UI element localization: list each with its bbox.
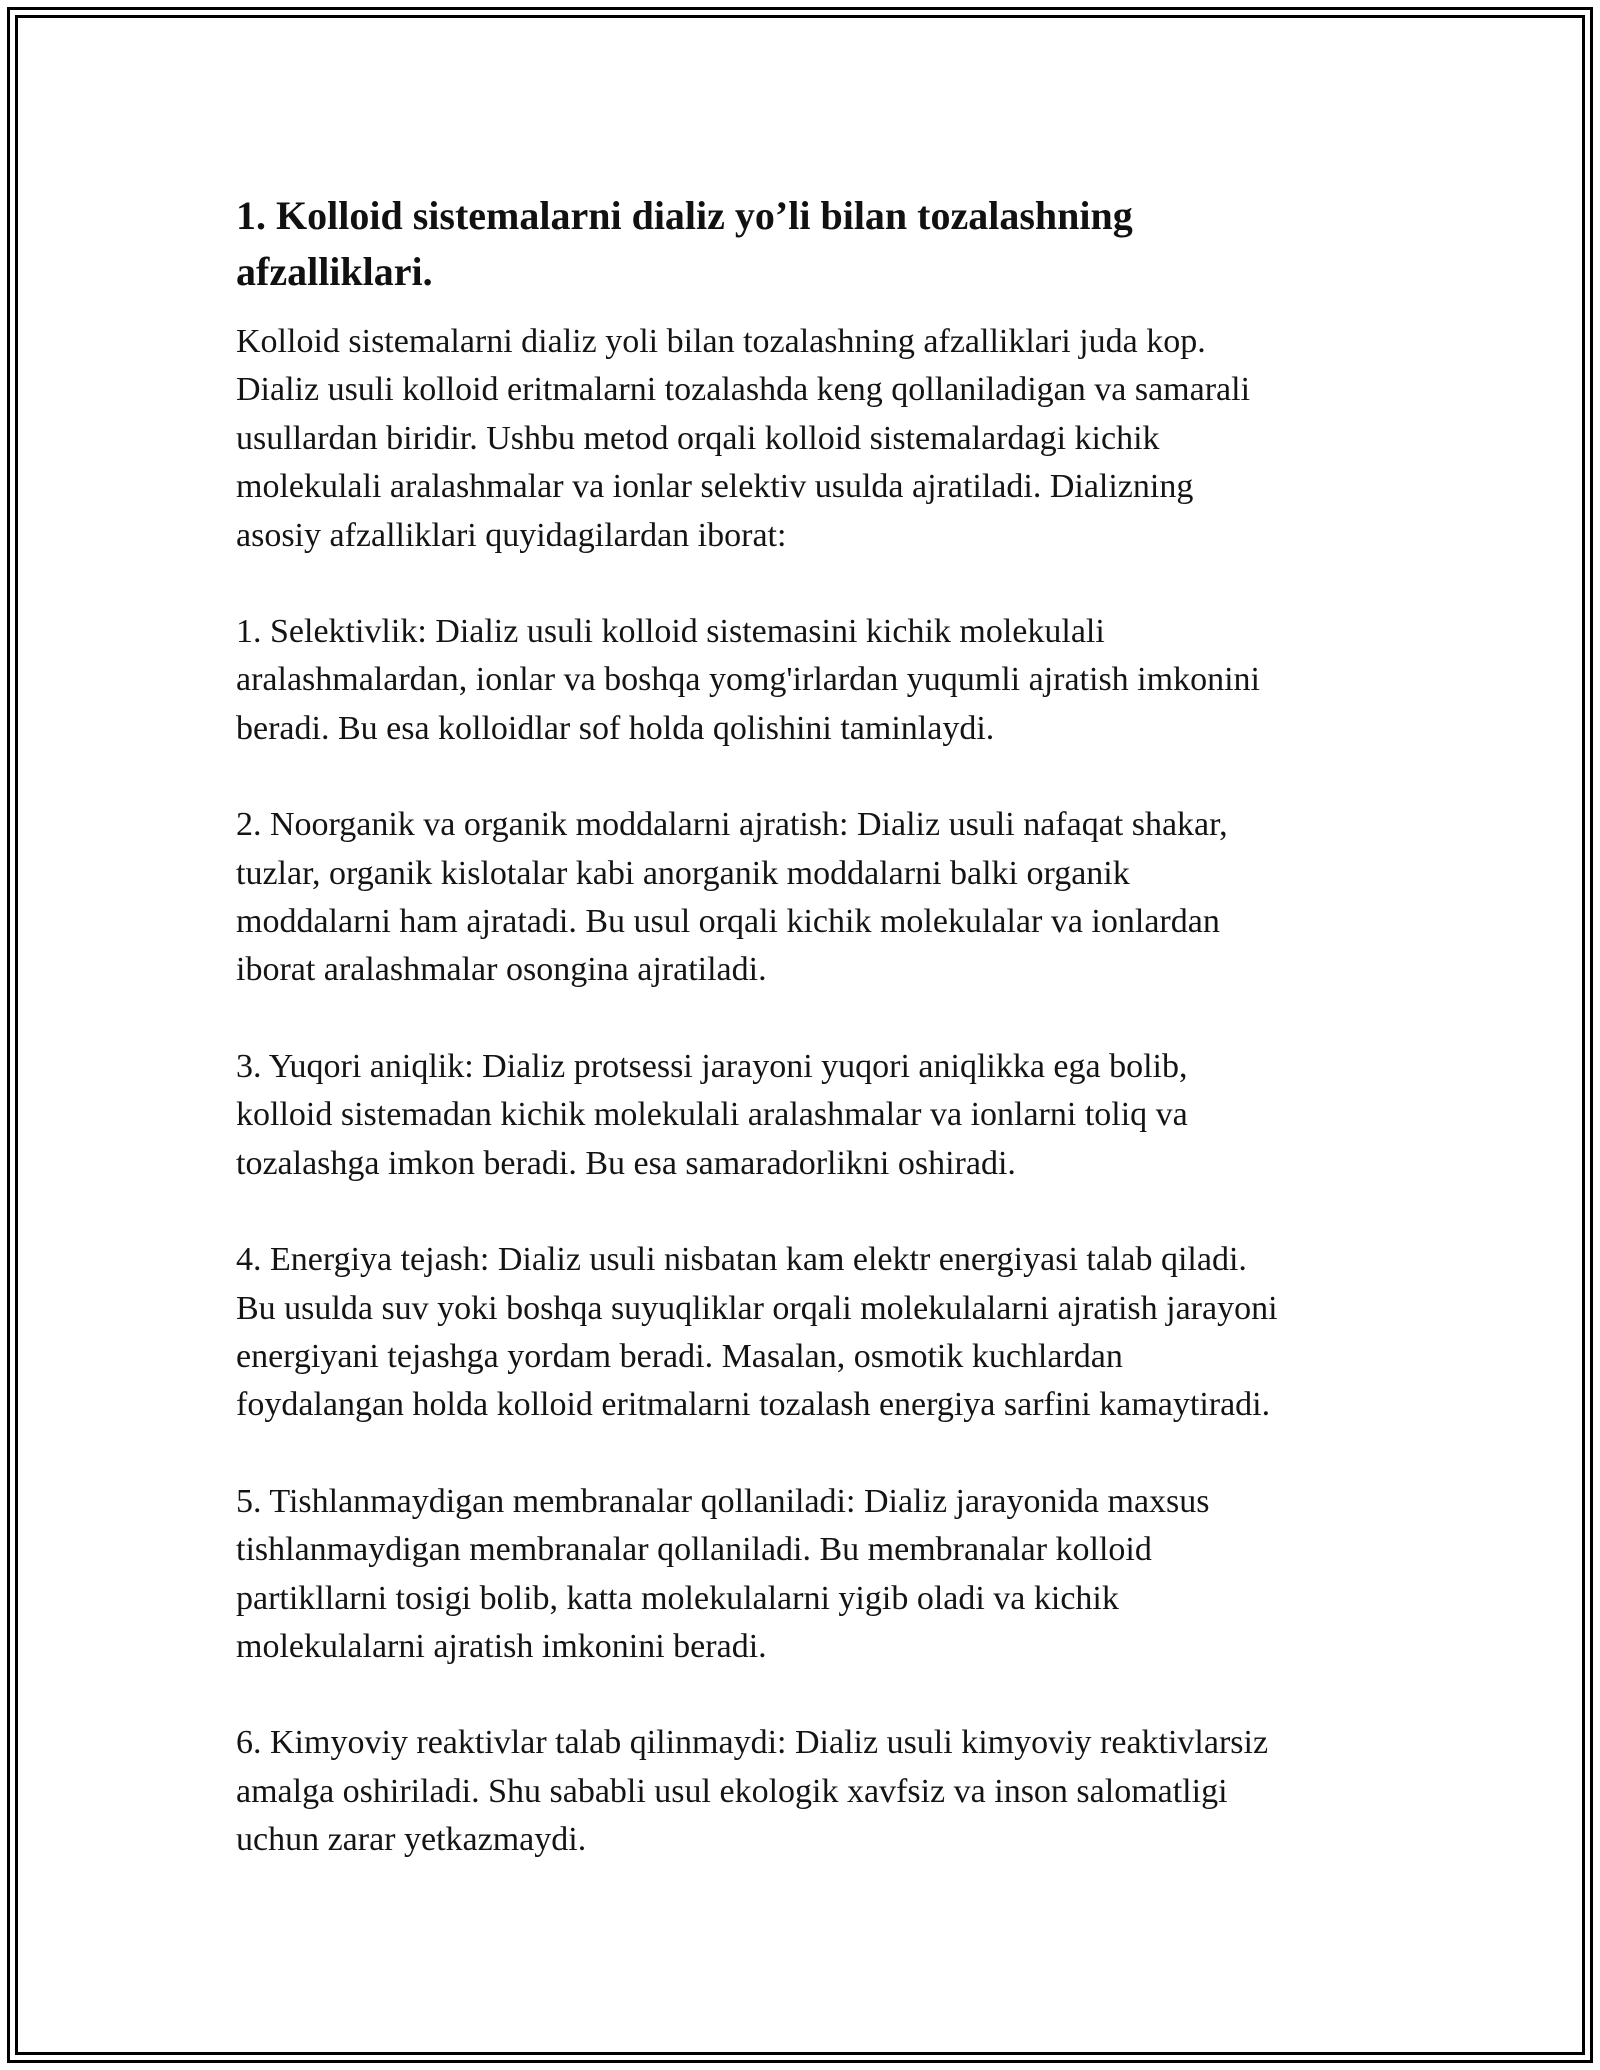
list-item-energiya: 4. Energiya tejash: Dializ usuli nisbatan kam elektr energiyasi talab qiladi. Bu usulda suv yoki boshqa suyuqliklar orqali molekulalarni ajratish jarayoni energiyani tejashga yordam beradi. Masalan, osmotik kuchlardan foydalangan holda kolloid eritmalarni tozalash energiya sarfini kamaytiradi.: [236, 1241, 1278, 1424]
list-item-membranalar: 5. Tishlanmaydigan membranalar qollaniladi: Dializ jarayonida maxsus tishlanmaydigan membranalar qollaniladi. Bu membranalar kolloid partikllarni tosigi bolib, katta molekulalarni yigib oladi va kichik molekulalarni ajratish imkonini beradi.: [236, 1482, 1210, 1665]
list-item-aniqlik: 3. Yuqori aniqlik: Dializ protsessi jarayoni yuqori aniqlikka ega bolib, kolloid sistemadan kichik molekulali aralashmalar va ionlarni toliq va tozalashga imkon beradi. Bu esa samaradorlikni oshiradi.: [236, 1047, 1188, 1182]
intro-paragraph: Kolloid sistemalarni dializ yoli bilan tozalashning afzalliklari juda kop. Dializ usuli kolloid eritmalarni tozalashda keng qollaniladigan va samarali usullardan biridir. Ushbu metod orqali kolloid sistemalardagi kichik molekulali aralashmalar va ionlar selektiv usulda ajratiladi. Dializning asosiy afzalliklari quyidagilardan iborat:: [236, 323, 1251, 554]
document-heading: 1. Kolloid sistemalarni dializ yo’li bilan tozalashning afzalliklari.: [236, 193, 1133, 294]
document-body: [236, 188, 1386, 1865]
list-item-reaktivlar: 6. Kimyoviy reaktivlar talab qilinmaydi: Dializ usuli kimyoviy reaktivlarsiz amalga oshiriladi. Shu sababli usul ekologik xavfsiz va inson salomatligi uchun zarar yetkazmaydi.: [236, 1724, 1269, 1859]
list-item-selektivlik: 1. Selektivlik: Dializ usuli kolloid sistemasini kichik molekulali aralashmalardan, ionlar va boshqa yomg'irlardan yuqumli ajratish imkonini beradi. Bu esa kolloidlar sof holda qolishini taminlaydi.: [236, 613, 1260, 747]
list-item-ajratish: 2. Noorganik va organik moddalarni ajratish: Dializ usuli nafaqat shakar, tuzlar, organik kislotalar kabi anorganik moddalarni balki organik moddalarni ham ajratadi. Bu usul orqali kichik molekulalar va ionlardan iborat aralashmalar osongina ajratiladi.: [236, 806, 1228, 989]
